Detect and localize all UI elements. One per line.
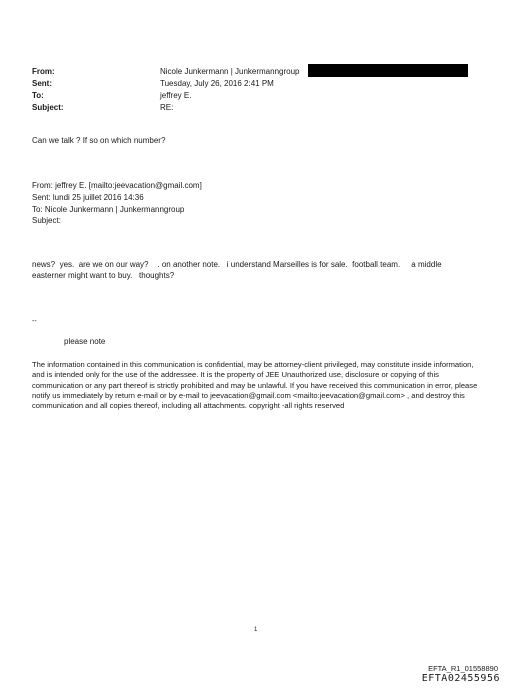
from-label: From: <box>32 67 55 76</box>
quoted-from-line: From: jeffrey E. [mailto:jeevacation@gmail.com] <box>32 181 202 190</box>
quoted-subject-line: Subject: <box>32 216 61 225</box>
signature-dashes: -- <box>32 318 37 325</box>
disclaimer-paragraph: The information contained in this communication is confidential, may be attorney-client privileged, may constitute inside information, and is intended only for the use of the addressee. It is the property of JEE Unauthorized use, disclosure or copying of this communication or any part thereof is strictly prohibited and may be unlawful. If you have received this communication in error, please notify us immediately by return e-mail or by e-mail to jeevacation@gmail.com <mailto:jeevacation@gmail.com> , and destroy this communication and all copies thereof, including all attachments. copyright -all rights reserved <box>32 360 478 411</box>
page-number: 1 <box>254 627 258 633</box>
reply-text: Can we talk ? If so on which number? <box>32 136 166 145</box>
to-value: jeffrey E. <box>160 91 192 100</box>
from-value: Nicole Junkermann | Junkermanngroup <box>160 67 300 76</box>
sent-label: Sent: <box>32 79 52 88</box>
subject-value: RE: <box>160 103 174 112</box>
subject-label: Subject: <box>32 103 64 112</box>
quoted-sent-line: Sent: lundi 25 juillet 2016 14:36 <box>32 193 144 202</box>
please-note-text: please note <box>64 337 106 346</box>
redaction-box <box>308 64 468 77</box>
sent-value: Tuesday, July 26, 2016 2:41 PM <box>160 79 274 88</box>
news-line-1: news? yes. are we on our way? . on another note. i understand Marseilles is for sale. football team. a middle <box>32 260 442 269</box>
bates-number-secondary: EFTA02455956 <box>421 673 500 684</box>
quoted-to-line: To: Nicole Junkermann | Junkermanngroup <box>32 205 185 214</box>
news-line-2: easterner might want to buy. thoughts? <box>32 271 175 280</box>
bates-number-primary: EFTA_R1_01558890 <box>428 664 498 673</box>
to-label: To: <box>32 91 44 100</box>
